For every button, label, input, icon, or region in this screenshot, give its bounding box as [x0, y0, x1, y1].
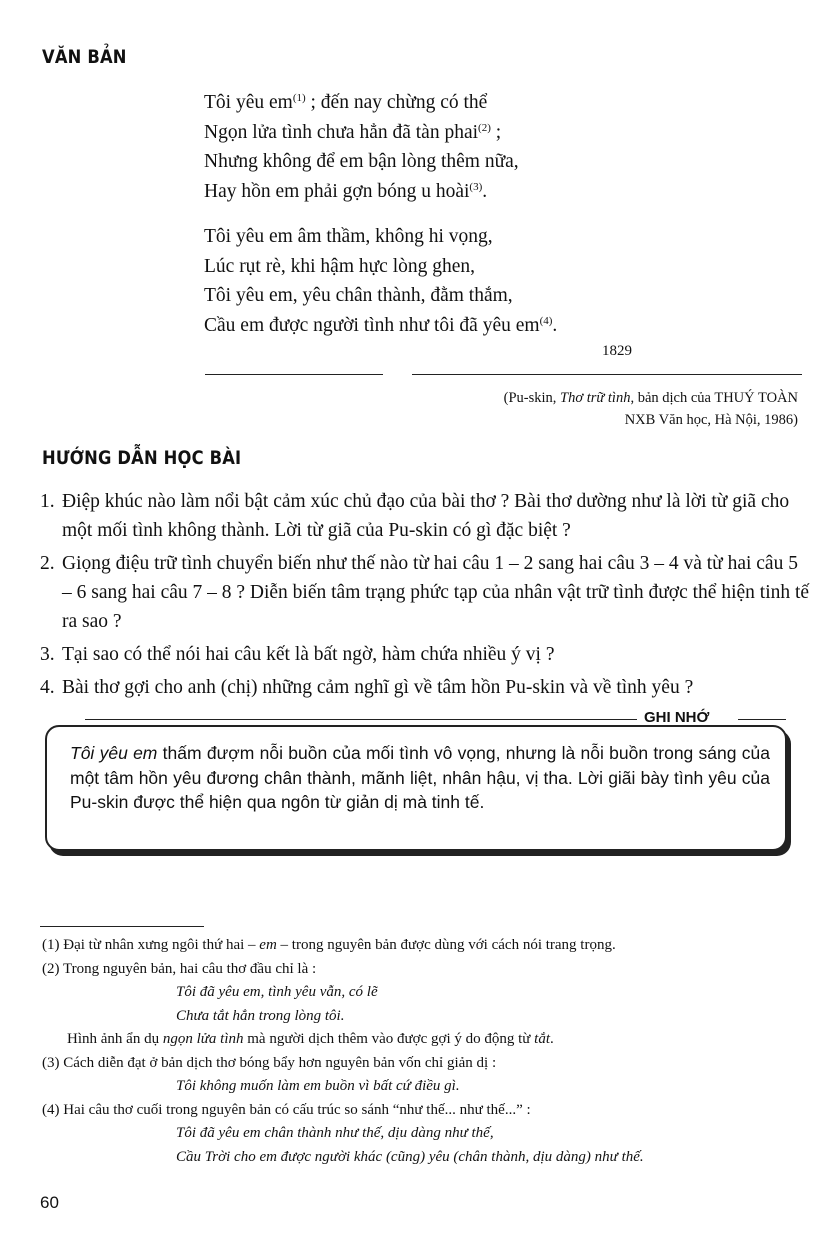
page-number: 60	[40, 1193, 59, 1212]
question-item: 1. Điệp khúc nào làm nổi bật cảm xúc chủ đạo của bài thơ ? Bài thơ dường như là lời từ giã cho một mối tình không thành. Lời từ giã của Pu-skin có gì đặc biệt ?	[40, 491, 790, 541]
footnote-2: (2) Trong nguyên bản, hai câu thơ đầu chỉ là :	[42, 960, 317, 977]
footnote-2-quote-2: Chưa tắt hẳn trong lòng tôi.	[176, 1007, 345, 1024]
source-line-2: NXB Văn học, Hà Nội, 1986)	[624, 412, 798, 428]
poem-line: Cầu em được người tình như tôi đã yêu $em^{(4)}$.	[204, 314, 558, 336]
divider-left	[205, 374, 383, 375]
footnote-4-quote-2: Cầu Trời cho em được người khác (cũng) yêu (chân thành, dịu dàng) như thế.	[176, 1148, 644, 1165]
memo-title-rule-right	[738, 719, 786, 720]
section-heading-huong-dan: HƯỚNG DẪN HỌC BÀI	[42, 447, 242, 469]
poem-line: Tôi yêu em, yêu chân thành, đằm thắm,	[204, 285, 513, 306]
memo-title: GHI NHỚ	[644, 709, 710, 726]
poem-line: Hay hồn em phải gợn bóng u hoài$^{(3)}$.	[204, 180, 488, 202]
source-line-1: (Pu-skin, Thơ trữ tình, bản dịch của THUÝ TOÀN	[503, 390, 798, 406]
poem-stanza-2	[204, 222, 557, 340]
question-list	[40, 487, 810, 706]
footnote-1: (1) Đại từ nhân xưng ngôi thứ hai – em – trong nguyên bản được dùng với cách nói trang trọng.	[42, 937, 616, 953]
poem-line: Lúc rụt rè, khi hậm hực lòng ghen,	[204, 255, 476, 277]
memo-text: Tôi yêu em thấm đượm nỗi buồn của mối tình vô vọng, nhưng là nỗi buồn trong sáng của một tâm hồn yêu đương chân thành, mãnh liệt, nhân hậu, vị tha. Lời giãi bày tình yêu của Pu-skin được thể hiện qua ngôn từ giản dị mà tinh tế.	[70, 743, 770, 812]
footnote-3: (3) Cách diễn đạt ở bản dịch thơ bóng bẩy hơn nguyên bản vốn chỉ giản dị :	[42, 1054, 497, 1071]
question-item: 4. Bài thơ gợi cho anh (chị) những cảm nghĩ gì về tâm hồn Pu-skin và về tình yêu ?	[40, 677, 694, 698]
poem-year: 1829	[602, 343, 632, 359]
poem-line: Tôi yêu em âm thầm, không hi vọng,	[204, 226, 493, 247]
memo-title-rule-left	[85, 719, 637, 720]
question-item: 3. Tại sao có thể nói hai câu kết là bất ngờ, hàm chứa nhiều ý vị ?	[40, 644, 555, 665]
poem-line: Ngọn lửa tình chưa hẳn đã tàn phai$^{(2)}$ ;	[204, 121, 502, 143]
footnote-3-quote: Tôi không muốn làm em buồn vì bất cứ điều gì.	[176, 1078, 460, 1094]
section-heading-van-ban: VĂN BẢN	[42, 46, 127, 68]
footnote-4-quote-1: Tôi đã yêu em chân thành như thế, dịu dàng như thế,	[176, 1125, 494, 1141]
footnotes	[42, 934, 802, 1169]
question-item: 2. Giọng điệu trữ tình chuyển biến như thế nào từ hai câu 1 – 2 sang hai câu 3 – 4 và từ hai câu 5 – 6 sang hai câu 7 – 8 ? Diễn biến tâm trạng phức tạp của nhân vật trữ tình được thể hiện tinh tế ra sao ?	[40, 553, 810, 632]
poem-source	[504, 387, 798, 431]
footnote-2-follow: Hình ảnh ẩn dụ ngọn lửa tình mà người dịch thêm vào được gợi ý do động từ tắt.	[67, 1031, 554, 1047]
footnote-2-quote-1: Tôi đã yêu em, tình yêu vẫn, có lẽ	[176, 984, 378, 1000]
footnote-4: (4) Hai câu thơ cuối trong nguyên bản có cấu trúc so sánh “như thế... như thế...” :	[42, 1101, 531, 1118]
footnote-separator	[40, 926, 204, 927]
poem-line: Tôi yêu $em^{(1)}$ ; đến nay chừng có thể	[204, 92, 488, 113]
poem-line: Nhưng không để em bận lòng thêm nữa,	[204, 151, 519, 172]
poem-stanza-1	[204, 88, 519, 206]
divider-right	[412, 374, 802, 375]
